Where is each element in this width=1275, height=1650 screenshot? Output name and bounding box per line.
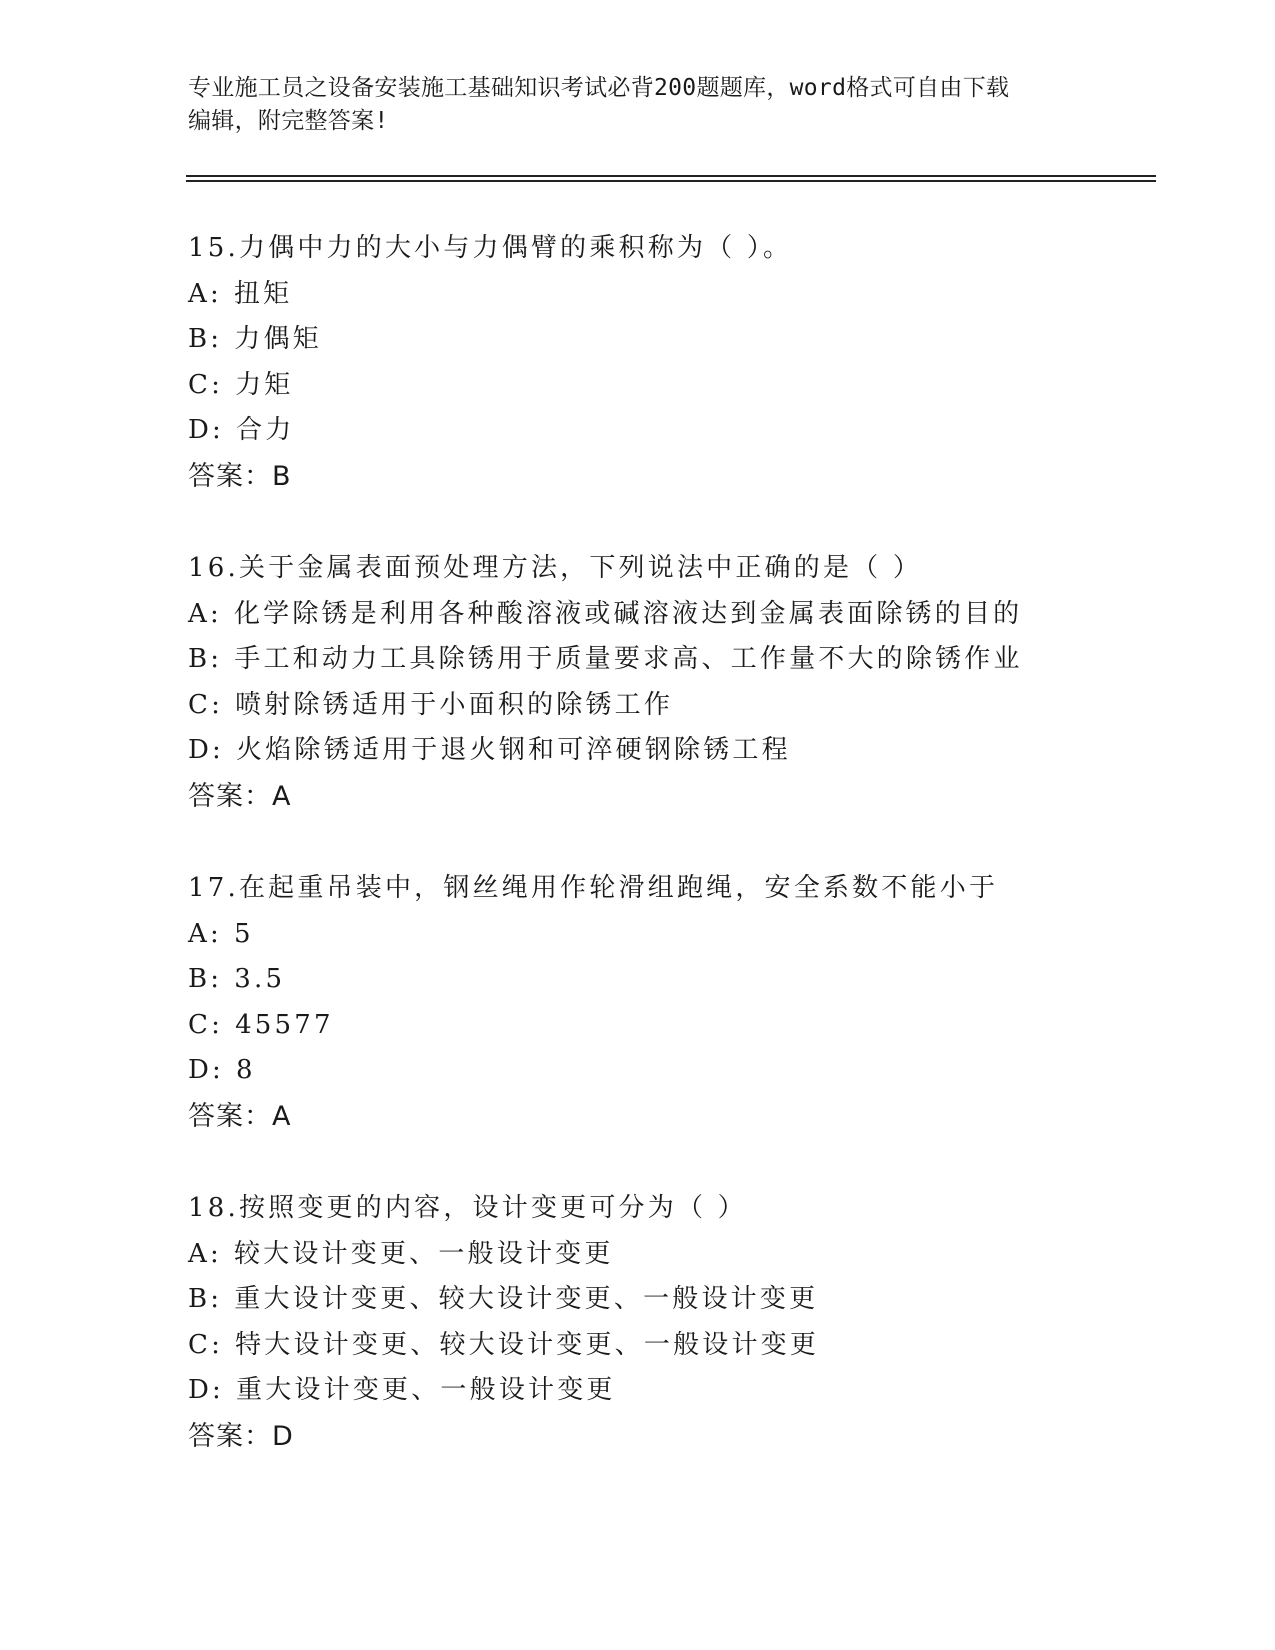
header-title-line-2: 编辑，附完整答案! (188, 108, 389, 134)
header-divider-top (186, 175, 1156, 177)
answer-line (188, 1414, 1168, 1460)
option-text: 45577 (235, 1009, 334, 1040)
option-text: 合力 (236, 415, 295, 446)
option-text: 扭矩 (233, 278, 293, 309)
option-c (188, 1003, 1168, 1049)
option-text: 手工和动力工具除锈用于质量要求高、工作量不大的除锈作业 (234, 644, 1023, 675)
answer-value: B (272, 460, 292, 492)
option-a (188, 272, 1168, 318)
answer-label: 答案： (188, 780, 272, 812)
answer-line (188, 1094, 1168, 1140)
option-text: 重大设计变更、一般设计变更 (236, 1375, 616, 1406)
option-label: C: (188, 369, 224, 400)
option-b (188, 1277, 1168, 1323)
option-label: D: (188, 735, 225, 766)
option-label: B: (188, 644, 223, 675)
option-d (188, 1048, 1168, 1094)
question-18 (188, 1186, 1168, 1460)
option-label: A: (188, 1238, 222, 1269)
option-text: 力矩 (235, 369, 294, 400)
question-17 (188, 866, 1168, 1140)
option-c (188, 1323, 1168, 1369)
option-a (188, 912, 1168, 958)
answer-line (188, 454, 1168, 500)
option-text: 火焰除锈适用于退火钢和可淬硬钢除锈工程 (236, 735, 791, 766)
option-c (188, 363, 1168, 409)
option-text: 3.5 (234, 964, 286, 995)
answer-value: D (272, 1420, 294, 1452)
question-stem: 15.力偶中力的大小与力偶臂的乘积称为（ ）。 (188, 233, 793, 263)
option-b (188, 317, 1168, 363)
answer-label: 答案： (188, 1100, 272, 1132)
option-text: 5 (233, 918, 254, 949)
answer-label: 答案： (188, 1420, 272, 1452)
option-label: C: (188, 1009, 224, 1040)
option-d (188, 1368, 1168, 1414)
option-label: D: (188, 415, 225, 446)
answer-value: A (272, 1100, 292, 1132)
answer-label: 答案： (188, 460, 272, 492)
option-a (188, 592, 1168, 638)
option-label: B: (188, 964, 223, 995)
option-label: C: (188, 689, 224, 720)
question-stem: 17.在起重吊装中，钢丝绳用作轮滑组跑绳，安全系数不能小于 (188, 873, 999, 903)
option-label: B: (188, 324, 223, 355)
option-label: C: (188, 1329, 224, 1360)
question-15 (188, 226, 1168, 500)
option-d (188, 408, 1168, 454)
option-b (188, 637, 1168, 683)
option-text: 8 (236, 1055, 256, 1086)
header-title-line-1: 专业施工员之设备安装施工基础知识考试必背200题题库，word格式可自由下载 (188, 75, 1010, 101)
option-text: 化学除锈是利用各种酸溶液或碱溶液达到金属表面除锈的目的 (233, 598, 1023, 629)
header-divider-bottom (186, 180, 1156, 182)
option-d (188, 728, 1168, 774)
option-text: 特大设计变更、较大设计变更、一般设计变更 (235, 1329, 820, 1360)
option-text: 重大设计变更、较大设计变更、一般设计变更 (234, 1284, 819, 1315)
answer-line (188, 774, 1168, 820)
document-header (188, 72, 1088, 138)
option-text: 较大设计变更、一般设计变更 (233, 1238, 614, 1269)
option-text: 喷射除锈适用于小面积的除锈工作 (235, 689, 674, 720)
option-label: A: (188, 918, 222, 949)
option-c (188, 683, 1168, 729)
option-text: 力偶矩 (234, 324, 322, 355)
option-label: A: (188, 598, 222, 629)
question-16 (188, 546, 1168, 820)
option-label: B: (188, 1284, 223, 1315)
option-b (188, 957, 1168, 1003)
answer-value: A (272, 780, 292, 812)
option-label: D: (188, 1375, 225, 1406)
option-label: A: (188, 278, 222, 309)
option-a (188, 1232, 1168, 1278)
question-stem: 16.关于金属表面预处理方法，下列说法中正确的是（ ） (188, 553, 923, 583)
option-label: D: (188, 1055, 225, 1086)
question-stem: 18.按照变更的内容，设计变更可分为（ ） (188, 1193, 747, 1223)
